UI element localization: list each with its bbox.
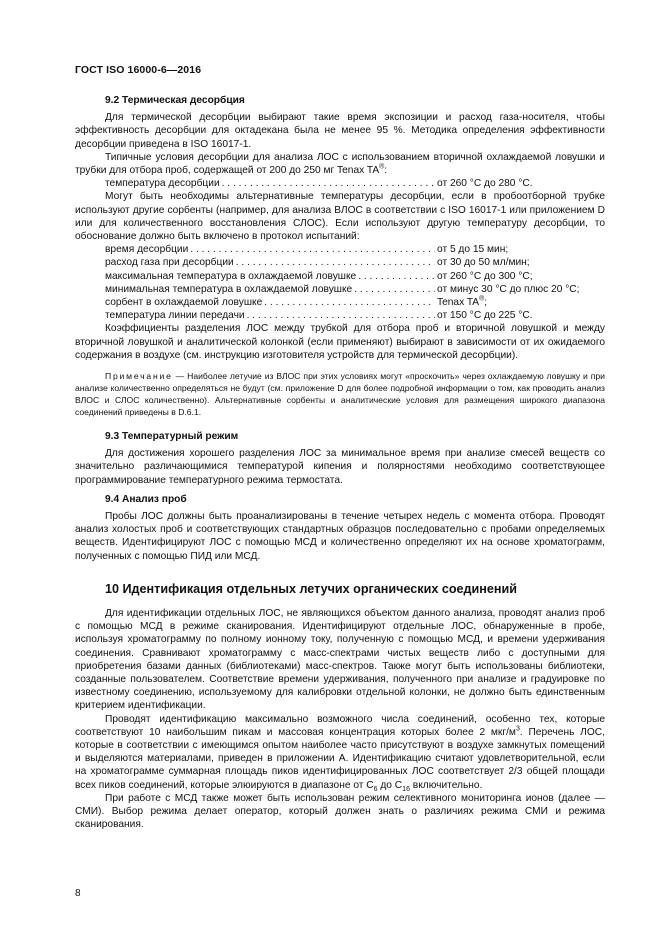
paragraph-text: Проводят идентификацию максимально возможного числа соединений, особенно тех, которые соответствуют 10 наибольшим пикам и массовая концентрация которых более 2 мкг/м	[75, 713, 605, 738]
parameter-value: от 30 до 50 мл/мин;	[437, 257, 530, 269]
paragraph-text: :	[384, 165, 388, 177]
parameter-value: от 5 до 15 мин;	[437, 244, 509, 256]
parameter-label: минимальная температура в охлаждаемой ловушке	[105, 283, 353, 295]
note-text: — Наиболее летучие из ВЛОС при этих условиях могут «проскочить» через охлаждаемую ловушку и при анализе количественно определяться не будут (см. приложение D для более подробной информации о том, как проводить анализ ВЛОС и СЛОС количественно). Альтернативные сорбенты и аналитические условия для размещения широкого диапазона соединений приведены в D.6.1.	[75, 371, 605, 418]
paragraph	[75, 713, 605, 792]
paragraph: Для идентификации отдельных ЛОС, не являющихся объектом данного анализа, проводят анализ проб с помощью МСД в режиме сканирования. Идентифицируют отдельные ЛОС, обнаруженные в пробе, используя хроматограмму по полному ионному току, полученную с помощью МСД, и времени удерживания соединения. Сравнивают хроматограмму с масс-спектрами чистых веществ либо с доступными для приобретения базами данных (библиотеками) масс-спектров. Также могут быть использованы библиотеки, созданные пользователем. Соответствие времени удерживания, полученного при анализе и градуировке по известному соединению, используемому для калибровки отдельной колонки, не должно быть единственным критерием идентификации.	[75, 607, 605, 712]
leader-dots	[358, 270, 435, 283]
leader-dots	[354, 283, 435, 296]
leader-dots	[222, 177, 435, 190]
section-9-4-heading: 9.4 Анализ проб	[105, 493, 187, 505]
parameter-value	[437, 296, 605, 309]
document-header: ГОСТ ISO 16000-6—2016	[75, 64, 202, 76]
paragraph-text: Типичные условия десорбции для анализа ЛОС с использованием вторичной охлаждаемой ловушки и трубки для отбора проб, содержащей от 200 до 250 мг Tenax TA	[75, 151, 605, 177]
parameter-value: от 150 °С до 225 °С.	[437, 310, 533, 322]
superscript: 3	[515, 725, 520, 733]
parameter-label: температура десорбции	[105, 178, 220, 190]
document-body	[75, 94, 605, 831]
parameter-value-tail: ;	[484, 297, 488, 309]
parameter-row	[75, 270, 605, 283]
paragraph: Пробы ЛОС должны быть проанализированы в течение четырех недель с момента отбора. Проводят анализ холостых проб и соответствующих стандартных образцов последовательно с пробами определяемых веществ. Идентифицируют ЛОС с помощью МСД и количественно определяют их на основе хроматограмм, полученных с помощью ПИД или МСД.	[75, 511, 605, 562]
leader-dots	[247, 309, 435, 322]
parameter-value: от 260 °С до 280 °С.	[437, 178, 533, 190]
parameter-value-text: Tenax TA	[437, 297, 480, 309]
section-9-2-heading: 9.2 Термическая десорбция	[105, 95, 245, 106]
parameter-row	[75, 243, 605, 256]
subscript: 16	[402, 785, 410, 793]
paragraph: Для термической десорбции выбирают такие время экспозиции и расход газа-носителя, чтобы эффективность десорбции для октадекана была не менее 95 %. Методика определения эффективности десорбции приведена в ISO 16017-1.	[75, 112, 605, 150]
parameter-label: температура линии передачи	[105, 310, 245, 322]
parameter-row	[75, 256, 605, 269]
leader-dots	[190, 243, 435, 256]
paragraph: Коэффициенты разделения ЛОС между трубкой для отбора проб и вторичной ловушкой и между вторичной ловушкой и аналитической колонкой (если применяют) выбирают в зависимости от их ожидаемого содержания в воздухе (см. инструкцию изготовителя устройств для термической десорбции).	[75, 323, 605, 361]
parameter-value: от минус 30 °С до плюс 20 °С;	[437, 283, 580, 295]
leader-dots	[264, 296, 435, 309]
parameter-label: сорбент в охлаждаемой ловушке	[105, 297, 263, 309]
registered-mark: ®	[479, 295, 485, 303]
paragraph	[75, 151, 605, 177]
parameter-label: расход газа при десорбции	[105, 257, 234, 269]
section-10-heading: 10 Идентификация отдельных летучих органических соединений	[105, 581, 517, 596]
parameter-value: от 260 °С до 300 °С;	[437, 270, 533, 282]
parameter-row	[75, 296, 605, 309]
parameter-row	[75, 283, 605, 296]
registered-mark: ®	[379, 163, 385, 171]
paragraph-text: включительно.	[409, 779, 483, 791]
paragraph-text: до С	[377, 779, 403, 791]
paragraph: Для достижения хорошего разделения ЛОС за минимальное время при анализе смесей веществ со значительно различающимися температурой кипения и полярностями необходимо соответствующее программирование температурного режима термостата.	[75, 448, 605, 486]
paragraph-text: . Перечень ЛОС, которые в соответствии с имеющимся опытом наиболее часто присутствуют в воздухе замкнутых помещений и выделяются материалами, приведен в приложении А. Идентификацию считают удовлетворительной, если на хроматограмме суммарная площадь пиков идентифицированных ЛОС соответствует 2/3 общей площади всех пиков соединений, которые элюируются в диапазоне от С	[75, 726, 605, 791]
page-number: 8	[75, 888, 81, 899]
leader-dots	[236, 256, 435, 269]
parameter-label: время десорбции	[105, 244, 189, 256]
section-9-3-heading: 9.3 Температурный режим	[105, 431, 239, 443]
paragraph: При работе с МСД также может быть использован режим селективного мониторинга ионов (далее — СМИ). Выбор режима делает оператор, который должен знать о различиях режима СМИ и режима сканирования.	[75, 792, 605, 831]
parameter-label: максимальная температура в охлаждаемой ловушке	[105, 270, 357, 282]
note-label: Примечание	[105, 371, 173, 382]
subscript: 6	[373, 785, 378, 793]
parameter-row	[75, 309, 605, 322]
paragraph: Могут быть необходимы альтернативные температуры десорбции, если в пробоотборной трубке используют другие сорбенты (например, для анализа ВЛОС в соответствии с ISO 16017-1 или приложением D или для количественного восстановления СЛОС). Если используют другую температуру десорбции, то обоснование должно быть включено в протокол испытаний:	[75, 191, 605, 243]
parameter-row	[75, 177, 605, 190]
note	[75, 370, 605, 418]
